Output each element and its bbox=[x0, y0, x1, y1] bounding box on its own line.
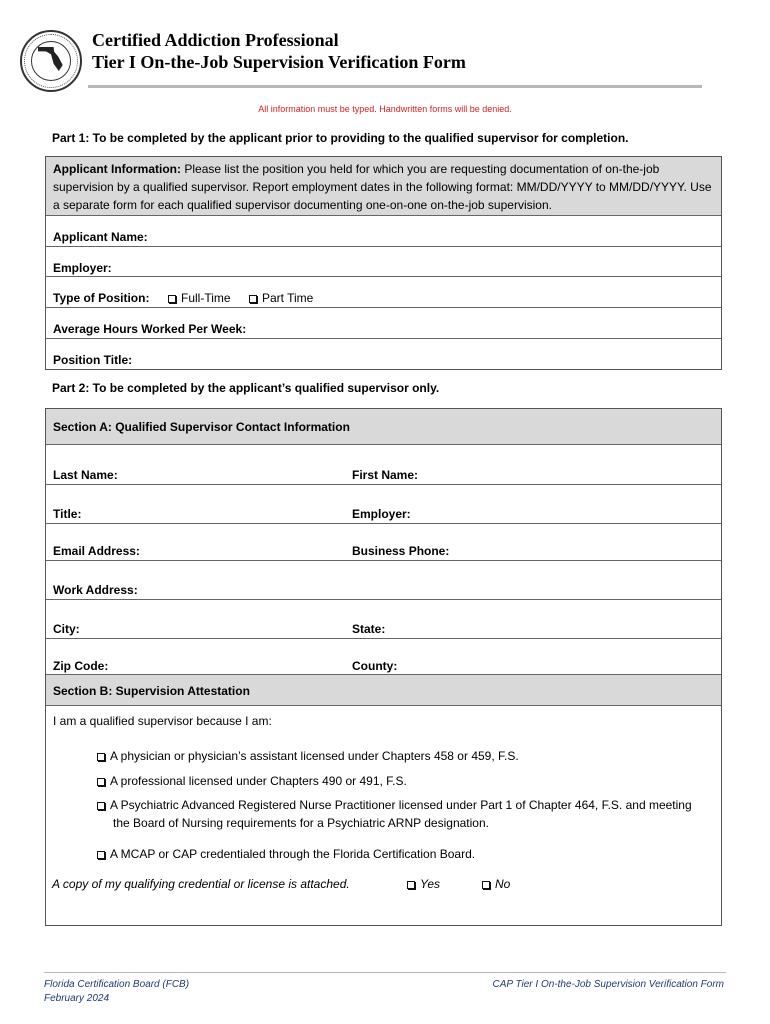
employer-label: Employer: bbox=[53, 261, 112, 275]
fcb-seal-logo bbox=[20, 30, 82, 92]
footer-left bbox=[44, 978, 189, 1006]
applicant-info-row bbox=[46, 157, 721, 216]
applicant-name-row[interactable] bbox=[46, 216, 721, 247]
section-a-title: Section A: Qualified Supervisor Contact Information bbox=[53, 420, 350, 434]
applicant-info-text bbox=[53, 160, 713, 214]
contact-row[interactable] bbox=[46, 524, 721, 561]
applicant-name-label: Applicant Name: bbox=[53, 230, 148, 244]
title-divider bbox=[88, 85, 702, 88]
first-name-label: First Name: bbox=[352, 468, 419, 482]
option-arnp-text: A Psychiatric Advanced Registered Nurse Practitioner licensed under Part 1 of Chapter 464, F.S. and meeting the Board of Nursing requirements for a Psychiatric ARNP designation. bbox=[110, 798, 692, 830]
zip-county-row[interactable] bbox=[46, 639, 721, 675]
avg-hours-row[interactable] bbox=[46, 308, 721, 339]
part-time-label: Part Time bbox=[262, 291, 314, 305]
no-label: No bbox=[495, 877, 511, 891]
business-phone-label: Business Phone: bbox=[352, 544, 450, 558]
county-label: County: bbox=[352, 659, 398, 673]
yes-label: Yes bbox=[420, 877, 441, 891]
full-time-checkbox-icon[interactable] bbox=[168, 295, 176, 303]
position-title-row[interactable] bbox=[46, 339, 721, 369]
supervisor-employer-label: Employer: bbox=[352, 507, 411, 521]
mcap-cap-checkbox-icon[interactable] bbox=[97, 851, 105, 859]
last-name-label: Last Name: bbox=[53, 468, 118, 482]
attached-yes-option[interactable] bbox=[407, 877, 440, 891]
footer-org: Florida Certification Board (FCB) bbox=[44, 979, 190, 990]
qualified-because-text: I am a qualified supervisor because I am: bbox=[53, 714, 272, 728]
form-title-line1: Certified Addiction Professional bbox=[92, 30, 339, 50]
work-address-label: Work Address: bbox=[53, 583, 138, 597]
work-address-row[interactable] bbox=[46, 561, 721, 600]
type-of-position-label: Type of Position: bbox=[53, 291, 150, 305]
state-label: State: bbox=[352, 622, 386, 636]
physician-checkbox-icon[interactable] bbox=[97, 753, 105, 761]
position-title-label: Position Title: bbox=[53, 353, 133, 367]
section-a-header bbox=[46, 409, 721, 445]
section-b-header bbox=[46, 675, 721, 706]
part2-heading: Part 2: To be completed by the applicant’s qualified supervisor only. bbox=[52, 381, 440, 395]
arnp-checkbox-icon[interactable] bbox=[97, 802, 105, 810]
city-state-row[interactable] bbox=[46, 600, 721, 639]
zip-code-label: Zip Code: bbox=[53, 659, 109, 673]
yes-checkbox-icon[interactable] bbox=[407, 881, 415, 889]
city-label: City: bbox=[53, 622, 80, 636]
email-label: Email Address: bbox=[53, 544, 140, 558]
option-mcap-cap-text: A MCAP or CAP credentialed through the Florida Certification Board. bbox=[110, 847, 476, 861]
part-time-checkbox-icon[interactable] bbox=[249, 295, 257, 303]
applicant-info-instructions: Please list the position you held for which you are requesting documentation of on-the-job supervision by a qualified supervisor. Report employment dates in the following format: MM/DD/YYYY to MM/DD/YYYY. Use a separate form for each qualified supervisor documenting one-on-one on-the-job supervision. bbox=[53, 162, 712, 212]
supervisor-title-label: Title: bbox=[53, 507, 82, 521]
footer-divider bbox=[44, 972, 726, 973]
applicant-info-label: Applicant Information: bbox=[53, 162, 181, 176]
option-physician[interactable] bbox=[97, 747, 697, 765]
footer-form-name: CAP Tier I On-the-Job Supervision Verification Form bbox=[492, 979, 724, 990]
employer-row[interactable] bbox=[46, 247, 721, 277]
part1-heading: Part 1: To be completed by the applicant prior to providing to the qualified supervisor for completion. bbox=[52, 131, 629, 145]
type-of-position-row bbox=[46, 277, 721, 308]
attached-no-option[interactable] bbox=[482, 877, 510, 891]
credential-attached-text: A copy of my qualifying credential or license is attached. bbox=[52, 877, 350, 891]
no-checkbox-icon[interactable] bbox=[482, 881, 490, 889]
full-time-label: Full-Time bbox=[181, 291, 231, 305]
name-row[interactable] bbox=[46, 445, 721, 485]
section-b-title: Section B: Supervision Attestation bbox=[53, 684, 250, 698]
full-time-option[interactable] bbox=[168, 291, 231, 305]
part-time-option[interactable] bbox=[249, 291, 313, 305]
option-physician-text: A physician or physician’s assistant licensed under Chapters 458 or 459, F.S. bbox=[110, 749, 519, 763]
title-employer-row[interactable] bbox=[46, 485, 721, 524]
typed-notice: All information must be typed. Handwritten forms will be denied. bbox=[258, 104, 512, 114]
professional-checkbox-icon[interactable] bbox=[97, 778, 105, 786]
applicant-info-box bbox=[45, 156, 722, 370]
option-professional[interactable] bbox=[97, 772, 697, 790]
option-mcap-cap[interactable] bbox=[97, 845, 697, 863]
avg-hours-label: Average Hours Worked Per Week: bbox=[53, 322, 247, 336]
option-professional-text: A professional licensed under Chapters 490 or 491, F.S. bbox=[110, 774, 407, 788]
form-title-line2: Tier I On-the-Job Supervision Verification Form bbox=[92, 52, 466, 72]
option-arnp[interactable] bbox=[97, 796, 697, 832]
footer-date: February 2024 bbox=[44, 993, 110, 1004]
